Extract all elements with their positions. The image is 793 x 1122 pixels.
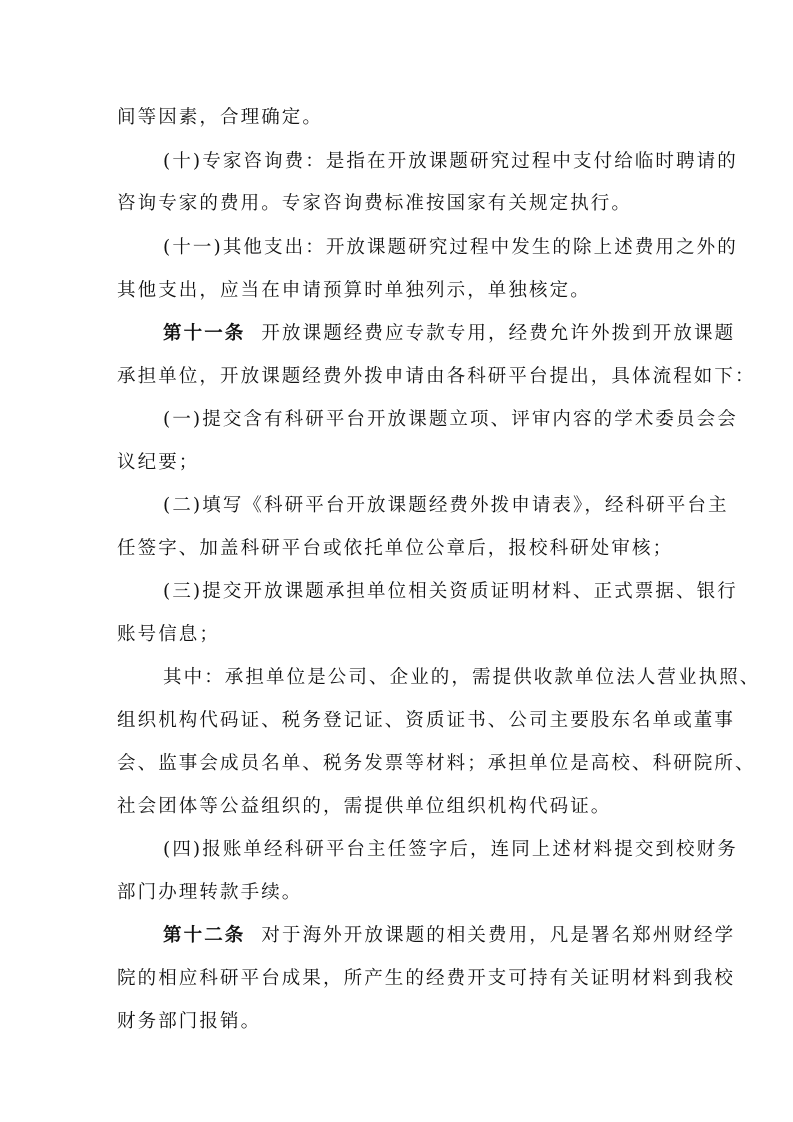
paragraph-line: (二)填写《科研平台开放课题经费外拨申请表》，经科研平台主 [163, 495, 729, 516]
paragraph-line: 组织机构代码证、税务登记证、资质证书、公司主要股东名单或董事 [117, 710, 736, 731]
paragraph-line: 会、监事会成员名单、税务发票等材料；承担单位是高校、科研院所、 [117, 753, 756, 774]
paragraph-line: 部门办理转款手续。 [117, 882, 303, 903]
paragraph-line: 其他支出，应当在申请预算时单独列示，单独核定。 [117, 280, 591, 301]
paragraph-line: 其中：承担单位是公司、企业的，需提供收款单位法人营业执照、 [163, 667, 761, 688]
paragraph-line: 间等因素，合理确定。 [117, 107, 324, 128]
paragraph-text: 开放课题经费应专款专用，经费允许外拨到开放课题 [261, 323, 736, 344]
paragraph-line: 咨询专家的费用。专家咨询费标准按国家有关规定执行。 [117, 193, 633, 214]
paragraph-text: 对于海外开放课题的相关费用，凡是署名郑州财经学 [261, 925, 736, 946]
paragraph-line: (三)提交开放课题承担单位相关资质证明材料、正式票据、银行 [163, 581, 738, 602]
paragraph-line: 账号信息； [117, 624, 221, 645]
paragraph-line: (四)报账单经科研平台主任签字后，连同上述材料提交到校财务 [163, 839, 738, 860]
paragraph-line: 院的相应科研平台成果，所产生的经费开支可持有关证明材料到我校 [117, 968, 736, 989]
article-number: 第十二条 [163, 925, 246, 946]
paragraph-line: 议纪要； [117, 452, 200, 473]
article-line [163, 322, 735, 346]
paragraph-line: (一)提交含有科研平台开放课题立项、评审内容的学术委员会会 [163, 409, 738, 430]
article-number: 第十一条 [163, 323, 246, 344]
paragraph-line: 社会团体等公益组织的，需提供单位组织机构代码证。 [117, 796, 612, 817]
article-line [163, 924, 735, 948]
paragraph-line: 财务部门报销。 [117, 1011, 262, 1032]
paragraph-line: 任签字、加盖科研平台或依托单位公章后，报校科研处审核； [117, 538, 674, 559]
paragraph-line: (十一)其他支出：开放课题研究过程中发生的除上述费用之外的 [163, 237, 738, 258]
paragraph-line: 承担单位，开放课题经费外拨申请由各科研平台提出，具体流程如下： [117, 366, 756, 387]
paragraph-line: (十)专家咨询费：是指在开放课题研究过程中支付给临时聘请的 [163, 151, 738, 172]
